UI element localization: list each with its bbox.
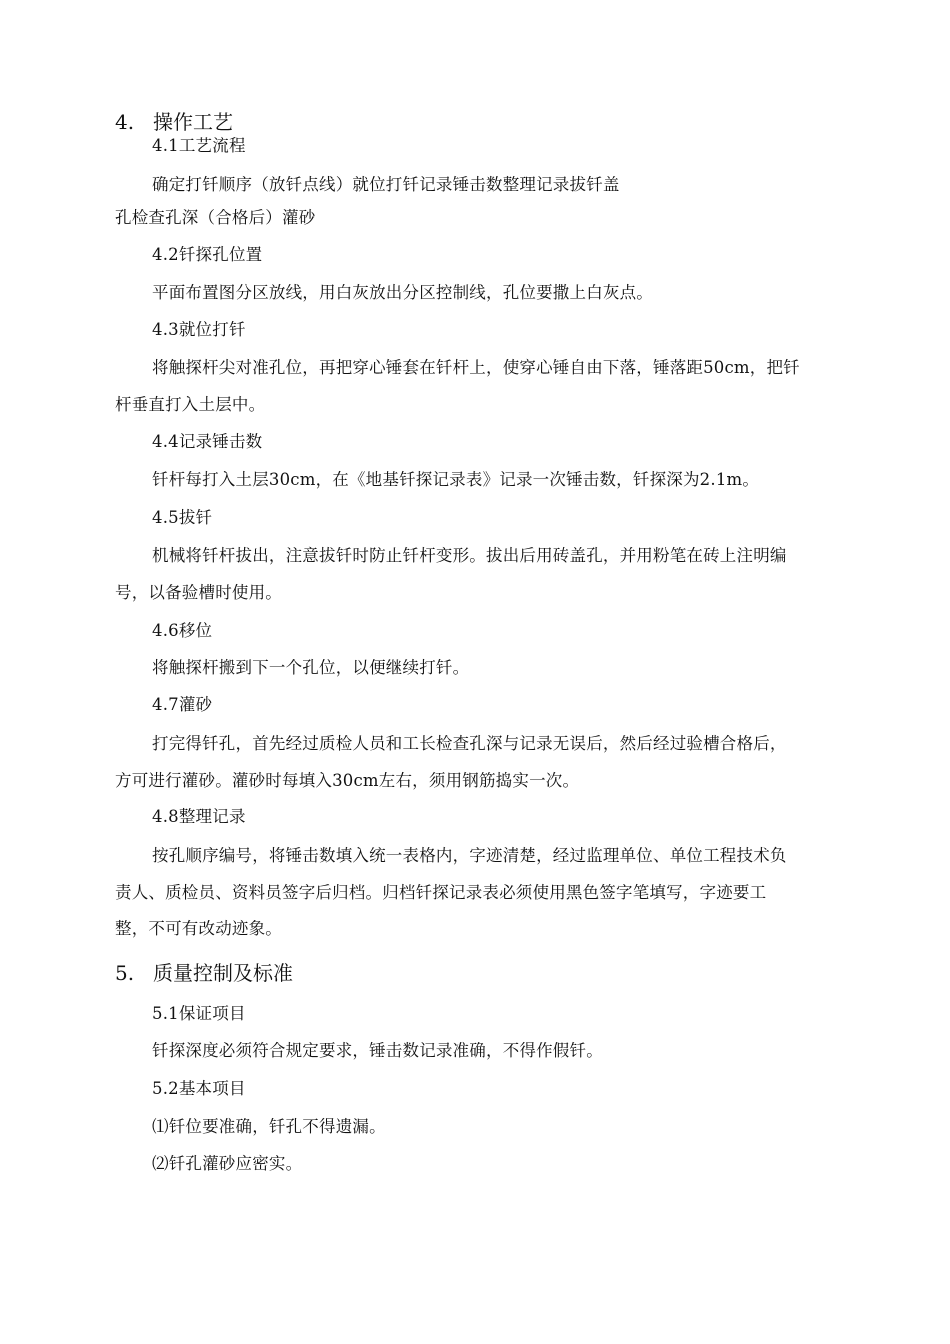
subsection-title: 4.7灌砂 [152, 695, 213, 714]
section-title: 质量控制及标准 [153, 961, 293, 985]
section-title: 操作工艺 [153, 110, 233, 134]
paragraph-line: 方可进行灌砂。灌砂时每填入30cm左右，须用钢筋捣实一次。 [115, 771, 580, 790]
section-number: 4. [115, 110, 135, 134]
subsection-title: 4.5拔钎 [152, 508, 213, 527]
subsection-title: 4.3就位打钎 [152, 320, 246, 339]
subsection-title: 4.1工艺流程 [152, 136, 246, 155]
section-number: 5. [115, 961, 135, 985]
section-4-heading [115, 109, 233, 135]
paragraph-line: 打完得钎孔，首先经过质检人员和工长检查孔深与记录无误后，然后经过验槽合格后， [152, 734, 787, 753]
subsection-title: 4.4记录锤击数 [152, 432, 263, 451]
paragraph-line: 确定打钎顺序（放钎点线）就位打钎记录锤击数整理记录拔钎盖 [152, 175, 620, 194]
list-item: ⑴钎位要准确，钎孔不得遗漏。 [152, 1117, 386, 1136]
paragraph-line: 机械将钎杆拔出，注意拔钎时防止钎杆变形。拔出后用砖盖孔，并用粉笔在砖上注明编 [152, 546, 787, 565]
subsection-title: 4.8整理记录 [152, 807, 246, 826]
subsection-title: 5.2基本项目 [152, 1079, 246, 1098]
paragraph-line: 将触探杆搬到下一个孔位，以便继续打钎。 [152, 658, 470, 677]
subsection-title: 5.1保证项目 [152, 1004, 246, 1023]
subsection-title: 4.2钎探孔位置 [152, 245, 263, 264]
paragraph-line: 平面布置图分区放线，用白灰放出分区控制线，孔位要撒上白灰点。 [152, 283, 653, 302]
subsection-title: 4.6移位 [152, 621, 213, 640]
paragraph-line: 钎杆每打入土层30cm，在《地基钎探记录表》记录一次锤击数，钎探深为2.1m。 [152, 470, 760, 489]
list-item: ⑵钎孔灌砂应密实。 [152, 1154, 303, 1173]
paragraph-line: 钎探深度必须符合规定要求，锤击数记录准确，不得作假钎。 [152, 1041, 603, 1060]
paragraph-line: 杆垂直打入土层中。 [115, 395, 266, 414]
paragraph-line: 按孔顺序编号，将锤击数填入统一表格内，字迹清楚，经过监理单位、单位工程技术负 [152, 846, 787, 865]
paragraph-line: 整，不可有改动迹象。 [115, 919, 282, 938]
paragraph-line: 责人、质检员、资料员签字后归档。归档钎探记录表必须使用黑色签字笔填写，字迹要工 [115, 883, 767, 902]
paragraph-line: 将触探杆尖对准孔位，再把穿心锤套在钎杆上，使穿心锤自由下落，锤落距50cm，把钎 [152, 358, 800, 377]
paragraph-line: 号，以备验槽时使用。 [115, 583, 282, 602]
section-5-heading [115, 960, 293, 986]
paragraph-line: 孔检查孔深（合格后）灌砂 [115, 208, 316, 227]
